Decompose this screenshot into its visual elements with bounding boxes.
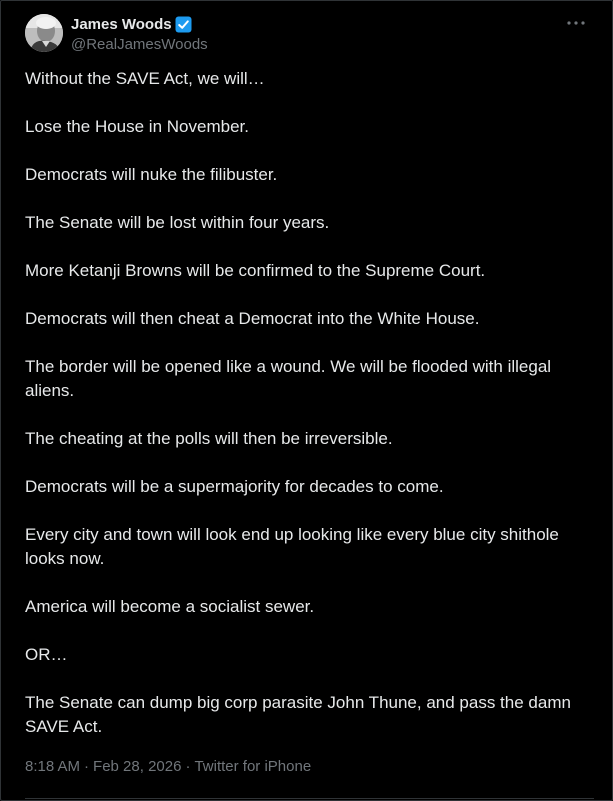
tweet-paragraph: The Senate will be lost within four years. [25, 213, 330, 232]
tweet-paragraph: Democrats will nuke the filibuster. [25, 165, 278, 184]
tweet-date[interactable]: Feb 28, 2026 [93, 758, 182, 775]
tweet-paragraph: America will become a socialist sewer. [25, 597, 315, 616]
meta-separator: · [185, 758, 191, 775]
tweet-paragraph: The border will be opened like a wound. We will be flooded with illegal aliens. [25, 357, 556, 400]
more-options-button[interactable] [566, 16, 586, 30]
tweet-paragraph: Democrats will then cheat a Democrat into the White House. [25, 309, 480, 328]
tweet-paragraph: Without the SAVE Act, we will… [25, 69, 265, 88]
tweet-paragraph: The Senate can dump big corp parasite John Thune, and pass the damn SAVE Act. [25, 693, 576, 736]
tweet-time[interactable]: 8:18 AM [25, 758, 81, 775]
tweet-paragraph: The cheating at the polls will then be irreversible. [25, 429, 393, 448]
divider [25, 798, 594, 799]
tweet-paragraph: Democrats will be a supermajority for decades to come. [25, 477, 444, 496]
avatar-photo-icon [25, 14, 63, 52]
tweet-paragraph: OR… [25, 645, 68, 664]
verified-badge-icon [175, 16, 192, 33]
tweet-paragraph: Lose the House in November. [25, 117, 249, 136]
author-names [71, 15, 208, 53]
tweet-paragraph: Every city and town will look end up looking like every blue city shithole looks now. [25, 525, 564, 568]
avatar[interactable] [25, 14, 63, 52]
meta-separator: · [84, 758, 90, 775]
author-handle[interactable]: @RealJamesWoods [71, 36, 208, 53]
display-name-row [71, 15, 208, 34]
tweet-text [25, 67, 595, 739]
tweet-header [25, 14, 594, 54]
tweet-paragraph: More Ketanji Browns will be confirmed to the Supreme Court. [25, 261, 486, 280]
tweet-source[interactable]: Twitter for iPhone [194, 758, 312, 775]
display-name[interactable]: James Woods [71, 16, 172, 33]
more-options-icon [567, 21, 585, 25]
tweet-meta [25, 758, 311, 775]
